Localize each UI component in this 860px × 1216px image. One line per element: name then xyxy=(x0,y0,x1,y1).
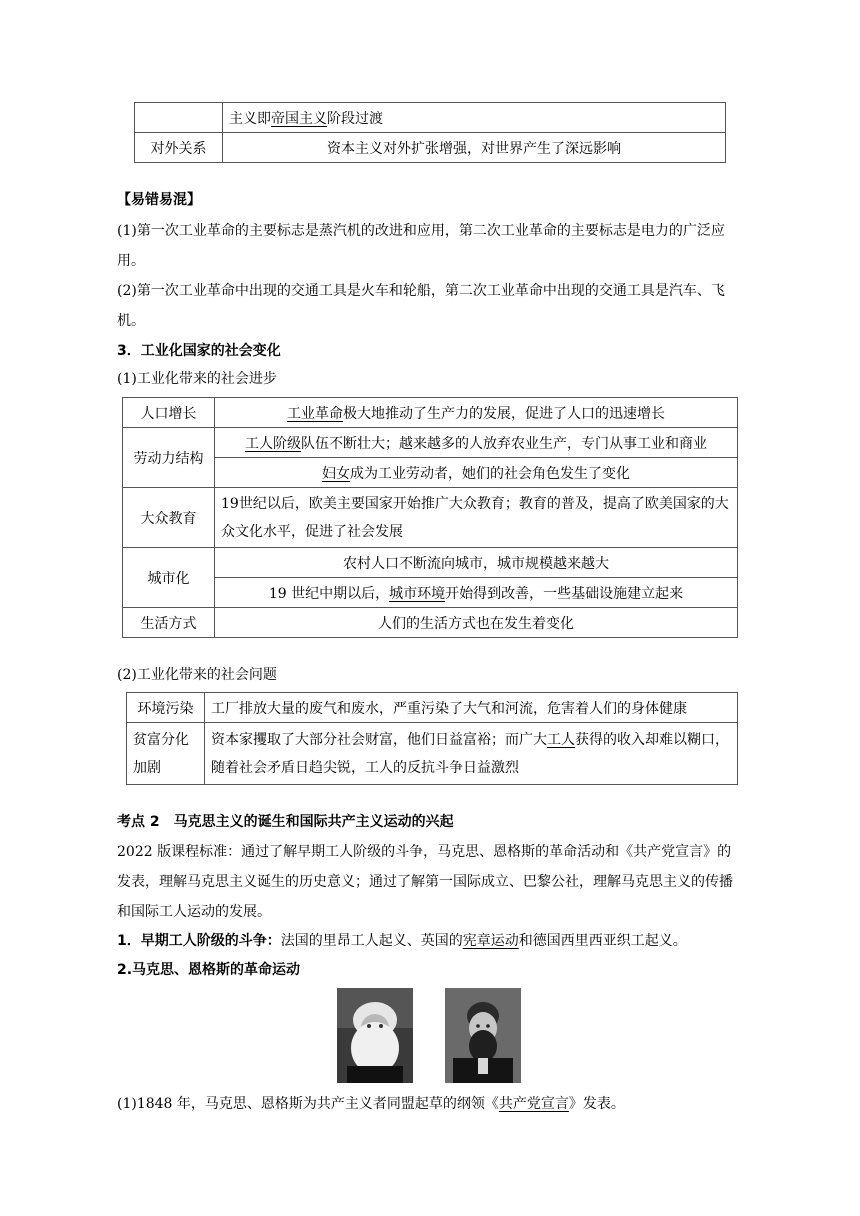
text-segment: 阶段过渡 xyxy=(327,110,383,127)
topic2-point1 xyxy=(117,926,739,956)
topic2-heading: 考点 2 马克思主义的诞生和国际共产主义运动的兴起 xyxy=(117,814,454,830)
text-segment: 开始得到改善，一些基础设施建立起来 xyxy=(445,585,684,602)
foreign-relations-label: 对外关系 xyxy=(135,133,223,163)
labor-label: 劳动力结构 xyxy=(123,428,215,488)
labor-text-1 xyxy=(215,428,738,458)
marx-portrait xyxy=(337,988,413,1083)
life-label: 生活方式 xyxy=(123,608,215,638)
top-table xyxy=(134,102,726,163)
confusion-p2: (2)第一次工业革命中出现的交通工具是火车和轮船，第二次工业革命中出现的交通工具是汽车、飞机。 xyxy=(117,283,725,329)
wealth-text xyxy=(205,723,738,785)
section3-heading: 3．工业化国家的社会变化 xyxy=(117,343,281,359)
top-table-empty-cell xyxy=(135,103,223,133)
text-segment: 成为工业劳动者，她们的社会角色发生了变化 xyxy=(350,465,630,482)
topic2-point2: 2.马克思、恩格斯的革命运动 xyxy=(117,962,301,978)
confusion-p1: (1)第一次工业革命的主要标志是蒸汽机的改进和应用，第二次工业革命的主要标志是电力的广泛应用。 xyxy=(117,223,725,269)
text-segment: 法国的里昂工人起义、英国的 xyxy=(280,933,463,949)
confusion-heading: 【易错易混】 xyxy=(117,192,201,208)
engels-portrait xyxy=(445,988,521,1083)
text-segment: 和德国西里西亚织工起义。 xyxy=(518,933,687,949)
foreign-relations-text: 资本主义对外扩张增强，对世界产生了深远影响 xyxy=(223,133,726,163)
underlined-term: 妇女 xyxy=(322,465,350,482)
population-text xyxy=(215,398,738,428)
urban-text-1: 农村人口不断流向城市，城市规模越来越大 xyxy=(215,548,738,578)
underlined-term: 帝国主义 xyxy=(271,110,327,127)
env-text: 工厂排放大量的废气和废水，严重污染了大气和河流，危害着人们的身体健康 xyxy=(205,693,738,723)
urban-text-2 xyxy=(215,578,738,608)
education-text: 19世纪以后，欧美主要国家开始推广大众教育；教育的普及，提高了欧美国家的大众文化水平，促进了社会发展 xyxy=(215,488,738,548)
text-segment: 极大地推动了生产力的发展，促进了人口的迅速增长 xyxy=(343,405,665,422)
underlined-term: 工人阶级 xyxy=(245,435,301,452)
problems-table xyxy=(126,692,738,785)
population-label: 人口增长 xyxy=(123,398,215,428)
underlined-term: 宪章运动 xyxy=(462,933,519,949)
education-label: 大众教育 xyxy=(123,488,215,548)
urban-label: 城市化 xyxy=(123,548,215,608)
life-text: 人们的生活方式也在发生着变化 xyxy=(215,608,738,638)
text-segment: 队伍不断壮大；越来越多的人放弃农业生产，专门从事工业和商业 xyxy=(301,435,707,452)
text-segment: 获得的收入却难以糊口，随着社会矛盾日趋尖锐，工人的反抗斗争日益激烈 xyxy=(211,731,729,776)
labor-text-2 xyxy=(215,458,738,488)
progress-table xyxy=(122,397,738,638)
underlined-term: 城市环境 xyxy=(389,585,446,602)
text-segment: 19 世纪中期以后， xyxy=(268,585,390,602)
text-segment: 主义即 xyxy=(229,110,271,127)
manifesto-1848 xyxy=(117,1089,739,1119)
topic2-standard: 2022 版课程标准：通过了解早期工人阶级的斗争，马克思、恩格斯的革命活动和《共产党宣言》的发表，理解马克思主义诞生的历史意义；通过了解第一国际成立、巴黎公社，理解马克思主义的传播和国际工人运动的发展。 xyxy=(117,844,733,920)
top-table-r1-text xyxy=(223,103,726,133)
text-segment: 1．早期工人阶级的斗争： xyxy=(117,933,281,949)
env-label: 环境污染 xyxy=(127,693,205,723)
text-segment: 资本家攫取了大部分社会财富，他们日益富裕；而广大 xyxy=(211,731,547,748)
wealth-label: 贫富分化加剧 xyxy=(127,723,205,785)
underlined-term: 工业革命 xyxy=(287,405,343,422)
underlined-term: 工人 xyxy=(547,731,575,748)
section3-sub1: (1)工业化带来的社会进步 xyxy=(117,371,277,387)
text-segment: (1)1848 年，马克思、恩格斯为共产主义者同盟起草的纲领《 xyxy=(117,1096,499,1112)
underlined-term: 共产党宣言 xyxy=(498,1096,569,1112)
text-segment: 》发表。 xyxy=(568,1096,625,1112)
section3-sub2: (2)工业化带来的社会问题 xyxy=(117,667,277,683)
